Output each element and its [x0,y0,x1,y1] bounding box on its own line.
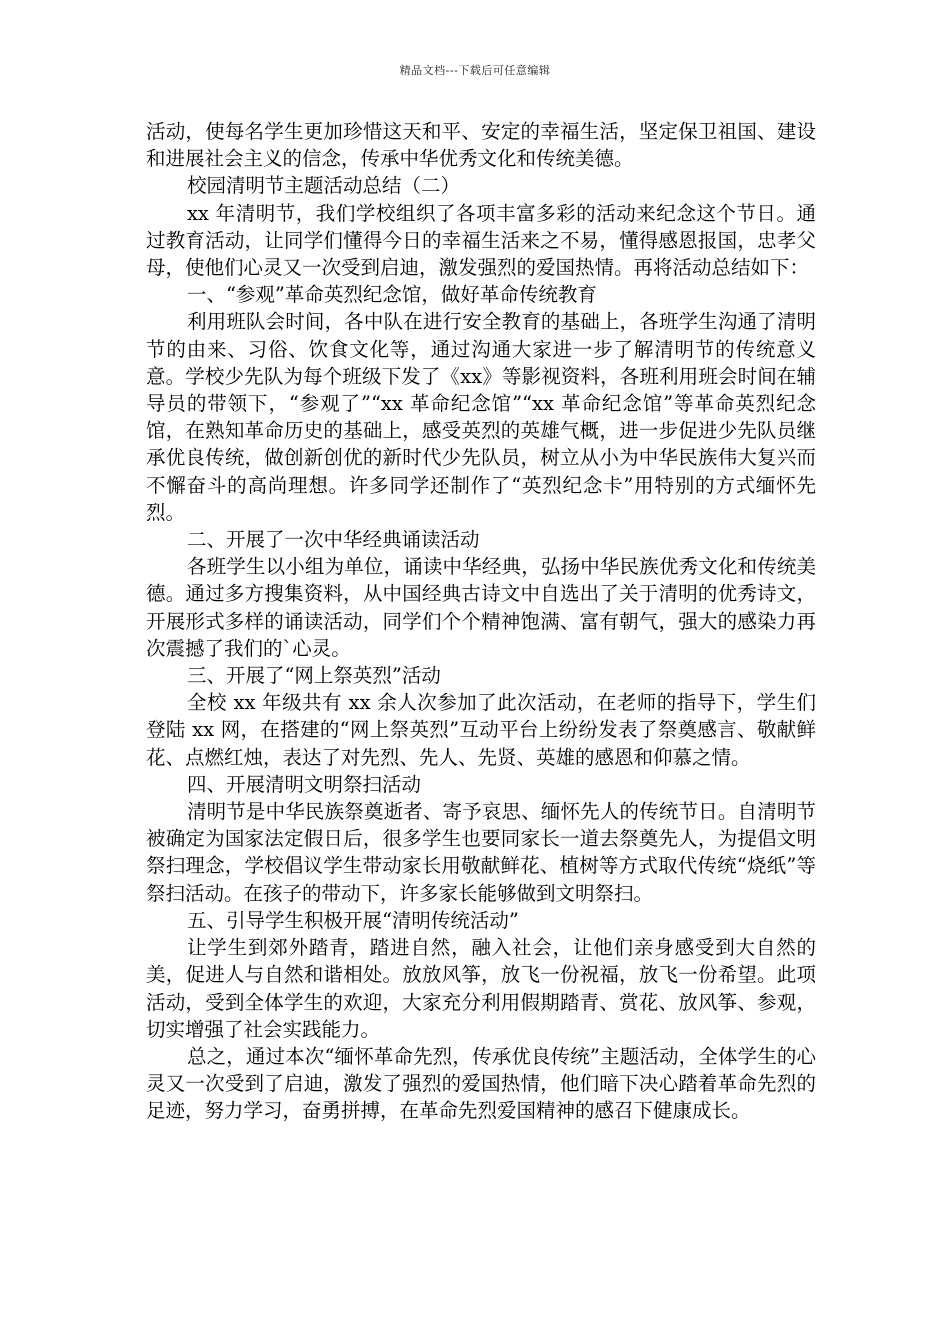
page-header: 精品文档---下载后可任意编辑 [399,64,551,77]
document-body [146,118,816,1125]
paragraph-four: 清明节是中华民族祭奠逝者、寄予哀思、缅怀先人的传统节日。自清明节被确定为国家法定假日后，很多学生也要同家长一道去祭奠先人，为提倡文明祭扫理念，学校倡议学生带动家长用敬献鲜花、植树等方式取代传统“烧纸”等祭扫活动。在孩子的带动下，许多家长能够做到文明祭扫。 [146,800,816,905]
paragraph-one: 利用班队会时间，各中队在进行安全教育的基础上，各班学生沟通了清明节的由来、习俗、饮食文化等，通过沟通大家进一步了解清明节的传统意义意。学校少先队为每个班级下发了《xx》等影视资料，各班利用班会时间在辅导员的带领下，“参观了”“xx 革命纪念馆”“xx 革命纪念馆”等革命英烈纪念馆，在熟知革命历史的基础上，感受英烈的英雄气概，进一步促进少先队员继承优良传统，做创新创优的新时代少先队员，树立从小为中华民族伟大复兴而不懈奋斗的高尚理想。许多同学还制作了“英烈纪念卡”用特别的方式缅怀先烈。 [146,310,816,524]
paragraph-two: 各班学生以小组为单位，诵读中华经典，弘扬中华民族优秀文化和传统美德。通过多方搜集资料，从中国经典古诗文中自选出了关于清明的优秀诗文，开展形式多样的诵读活动，同学们个个精神饱满、富有朝气，强大的感染力再次震撼了我们的`心灵。 [146,555,816,660]
heading-one: 一、“参观”革命英烈纪念馆，做好革命传统教育 [186,283,597,307]
heading-five: 五、引导学生积极开展“清明传统活动” [186,908,519,932]
heading-two: 二、开展了一次中华经典诵读活动 [186,528,480,552]
heading-four: 四、开展清明文明祭扫活动 [186,772,421,796]
section-title: 校园清明节主题活动总结（二） [186,174,460,198]
paragraph-conclusion: 总之，通过本次“缅怀革命先烈，传承优良传统”主题活动，全体学生的心灵又一次受到了启迪，激发了强烈的爱国热情，他们暗下决心踏着革命先烈的足迹，努力学习，奋勇拼搏，在革命先烈爱国精神的感召下健康成长。 [146,1044,816,1123]
paragraph-three: 全校 xx 年级共有 xx 余人次参加了此次活动，在老师的指导下，学生们登陆 xx 网，在搭建的“网上祭英烈”互动平台上纷纷发表了祭奠感言、敬献鲜花、点燃红烛，表达了对先烈、先人、先贤、英雄的感恩和仰慕之情。 [146,691,816,769]
heading-three: 三、开展了“网上祭英烈”活动 [186,664,441,688]
paragraph-five: 让学生到郊外踏青，踏进自然，融入社会，让他们亲身感受到大自然的美，促进人与自然和谐相处。放放风筝，放飞一份祝福，放飞一份希望。此项活动，受到全体学生的欢迎，大家充分利用假期踏青、赏花、放风筝、参观，切实增强了社会实践能力。 [146,936,816,1041]
paragraph-continuation: 活动，使每名学生更加珍惜这天和平、安定的幸福生活，坚定保卫祖国、建设和进展社会主义的信念，传承中华优秀文化和传统美德。 [146,120,816,171]
paragraph-intro: xx 年清明节，我们学校组织了各项丰富多彩的活动来纪念这个节日。通过教育活动，让同学们懂得今日的幸福生活来之不易，懂得感恩报国，忠孝父母，使他们心灵又一次受到启迪，激发强烈的爱国热情。再将活动总结如下： [146,201,816,280]
